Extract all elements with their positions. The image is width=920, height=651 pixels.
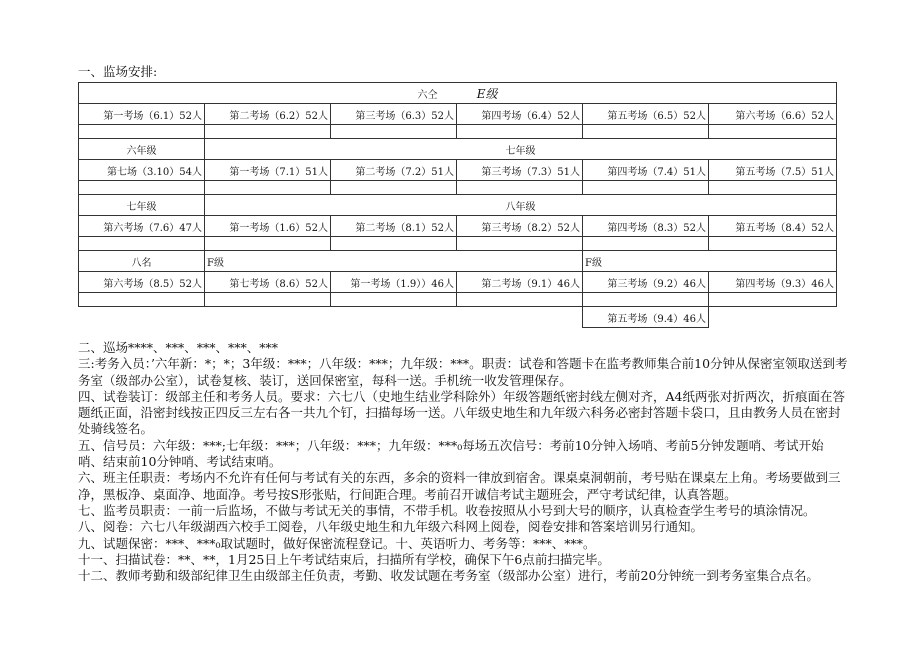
empty-cell [709, 125, 837, 139]
note-paragraph: 七、监考员职责：一前一后监场，不做与考试无关的事情，不带手机。收卷按照从小号到大号的顺序，认真检查学生考号的填涂情况。 [78, 502, 816, 518]
empty-cell [709, 293, 837, 307]
room-cell: 第四考场（9.3）46人 [709, 272, 837, 293]
room-cell: 第二考场（9.1）46人 [457, 272, 583, 293]
note-paragraph: 十一、扫描试卷：**、**，1月25日上午考试结束后，扫描所有学校，确保下午6点前扫描完毕。 [78, 551, 610, 567]
empty-cell [457, 293, 583, 307]
grade-label: 七年级 [79, 195, 205, 216]
empty-cell [205, 293, 331, 307]
note-paragraph: 八、阅卷：六七八年级湖西六校手工阅卷，八年级史地生和九年级六科网上阅卷，阅卷安排和答案培训另行通知。 [78, 519, 704, 535]
empty-cell [457, 307, 583, 328]
room-cell: 第五考场（6.5）52人 [583, 104, 709, 125]
room-cell: 第五考场（7.5）51人 [709, 160, 837, 181]
empty-cell [583, 237, 709, 251]
empty-cell [331, 307, 457, 328]
room-cell: 第二考场（7.2）51人 [331, 160, 457, 181]
empty-cell [709, 181, 837, 195]
room-cell: 第三考场（7.3）51人 [457, 160, 583, 181]
empty-cell [457, 125, 583, 139]
room-cell: 第四考场（6.4）52人 [457, 104, 583, 125]
room-cell: 第七考场（8.6）52人 [205, 272, 331, 293]
room-cell: 第五考场（8.4）52人 [709, 216, 837, 237]
empty-cell [205, 125, 331, 139]
notes-section [78, 340, 848, 584]
note-paragraph: 六、班主任职责：考场内不允许有任何与考试有关的东西，多余的资料一律放到宿舍。课桌桌洞朝前，考号贴在课桌左上角。考场要做到三净，黑板净、桌面净、地面净。考号按S形张贴，行间距合理。考前召开诚信考试主题班会，严守考试纪律，认真答题。 [78, 470, 841, 502]
f-level-label: F级 [205, 251, 583, 272]
note-paragraph: 四、试卷装订：级部主任和考务人员。要求：六七八（史地生结业学科除外）年级答题纸密封线左侧对齐，A4纸两张对折两次，折痕面在答题纸正面，沿密封线按正四反三左右各一共九个钉，扫描每场一送。八年级史地生和九年级六科务必密封答题卡袋口，且由教务人员在密封处骑线签名。 [78, 388, 845, 437]
room-cell: 第四考场（7.4）51人 [583, 160, 709, 181]
room-cell: 第二考场（8.1）52人 [331, 216, 457, 237]
note-paragraph: 九、试题保密：***、***₀取试题时，做好保密流程登记。十、英语听力、考务等：***、***。 [78, 535, 596, 551]
empty-cell [205, 307, 331, 328]
grade-label: 八年级 [205, 195, 837, 216]
grade-label: 六年级 [79, 139, 205, 160]
room-cell: 第五考场（9.4）46人 [583, 307, 709, 328]
empty-cell [583, 181, 709, 195]
note-paragraph: 二、巡场****、***、***、***、*** [78, 340, 279, 355]
room-cell: 第三考场（8.2）52人 [457, 216, 583, 237]
room-cell: 第一考场（7.1）51人 [205, 160, 331, 181]
table-title-left: 六仝 [417, 89, 438, 101]
section-heading: 一、监场安排: [78, 64, 158, 79]
empty-cell [79, 307, 205, 328]
room-cell: 第六考场（8.5）52人 [79, 272, 205, 293]
room-cell: 第六考场（6.6）52人 [709, 104, 837, 125]
note-paragraph: 十二、教师考勤和级部纪律卫生由级部主任负责，考勤、收发试题在考务室（级部办公室）进行，考前20分钟统一到考务室集合点名。 [78, 568, 819, 584]
empty-cell [79, 237, 205, 251]
room-cell: 第一考场（1.6）52人 [205, 216, 331, 237]
note-paragraph: 五、信号员：六年级：***;七年级：***；八年级：***；九年级：***₀每场五次信号：考前10分钟入场哨、考前5分钟发题哨、考试开始哨、结束前10分钟哨、考试结束哨。 [78, 437, 824, 470]
empty-cell [79, 293, 205, 307]
empty-cell [709, 237, 837, 251]
table-title-right: E级 [476, 86, 498, 101]
exam-room-table [78, 82, 837, 328]
grade-label: 八名 [79, 251, 205, 272]
empty-cell [331, 181, 457, 195]
empty-cell [457, 181, 583, 195]
room-cell: 第四考场（8.3）52人 [583, 216, 709, 237]
grade-label: 七年级 [205, 139, 837, 160]
room-cell: 第三考场（6.3）52人 [331, 104, 457, 125]
note-paragraph: 三:考务入员：’六年新：*；*；3年级：***；八年级：***；九年级：***。职责：试卷和答题卡在监考教师集合前10分钟从保密室领取送到考务室（级部办公室），试卷复核、装订，送回保密室，每科一送。手机统一收发管理保存。 [78, 356, 848, 388]
empty-cell [331, 293, 457, 307]
f-level-label: F级 [583, 251, 837, 272]
empty-cell [331, 237, 457, 251]
empty-cell [205, 237, 331, 251]
table-title-row [79, 83, 837, 104]
room-cell: 第二考场（6.2）52人 [205, 104, 331, 125]
empty-cell [709, 307, 837, 328]
room-cell: 第七场（3.10）54人 [79, 160, 205, 181]
empty-cell [583, 293, 709, 307]
empty-cell [79, 181, 205, 195]
empty-cell [205, 181, 331, 195]
empty-cell [457, 237, 583, 251]
empty-cell [331, 125, 457, 139]
room-cell: 第一考场（6.1）52人 [79, 104, 205, 125]
room-cell: 第一考场（1.9））46人 [331, 272, 457, 293]
room-cell: 第六考场（7.6）47人 [79, 216, 205, 237]
empty-cell [583, 125, 709, 139]
empty-cell [79, 125, 205, 139]
room-cell: 第三考场（9.2）46人 [583, 272, 709, 293]
